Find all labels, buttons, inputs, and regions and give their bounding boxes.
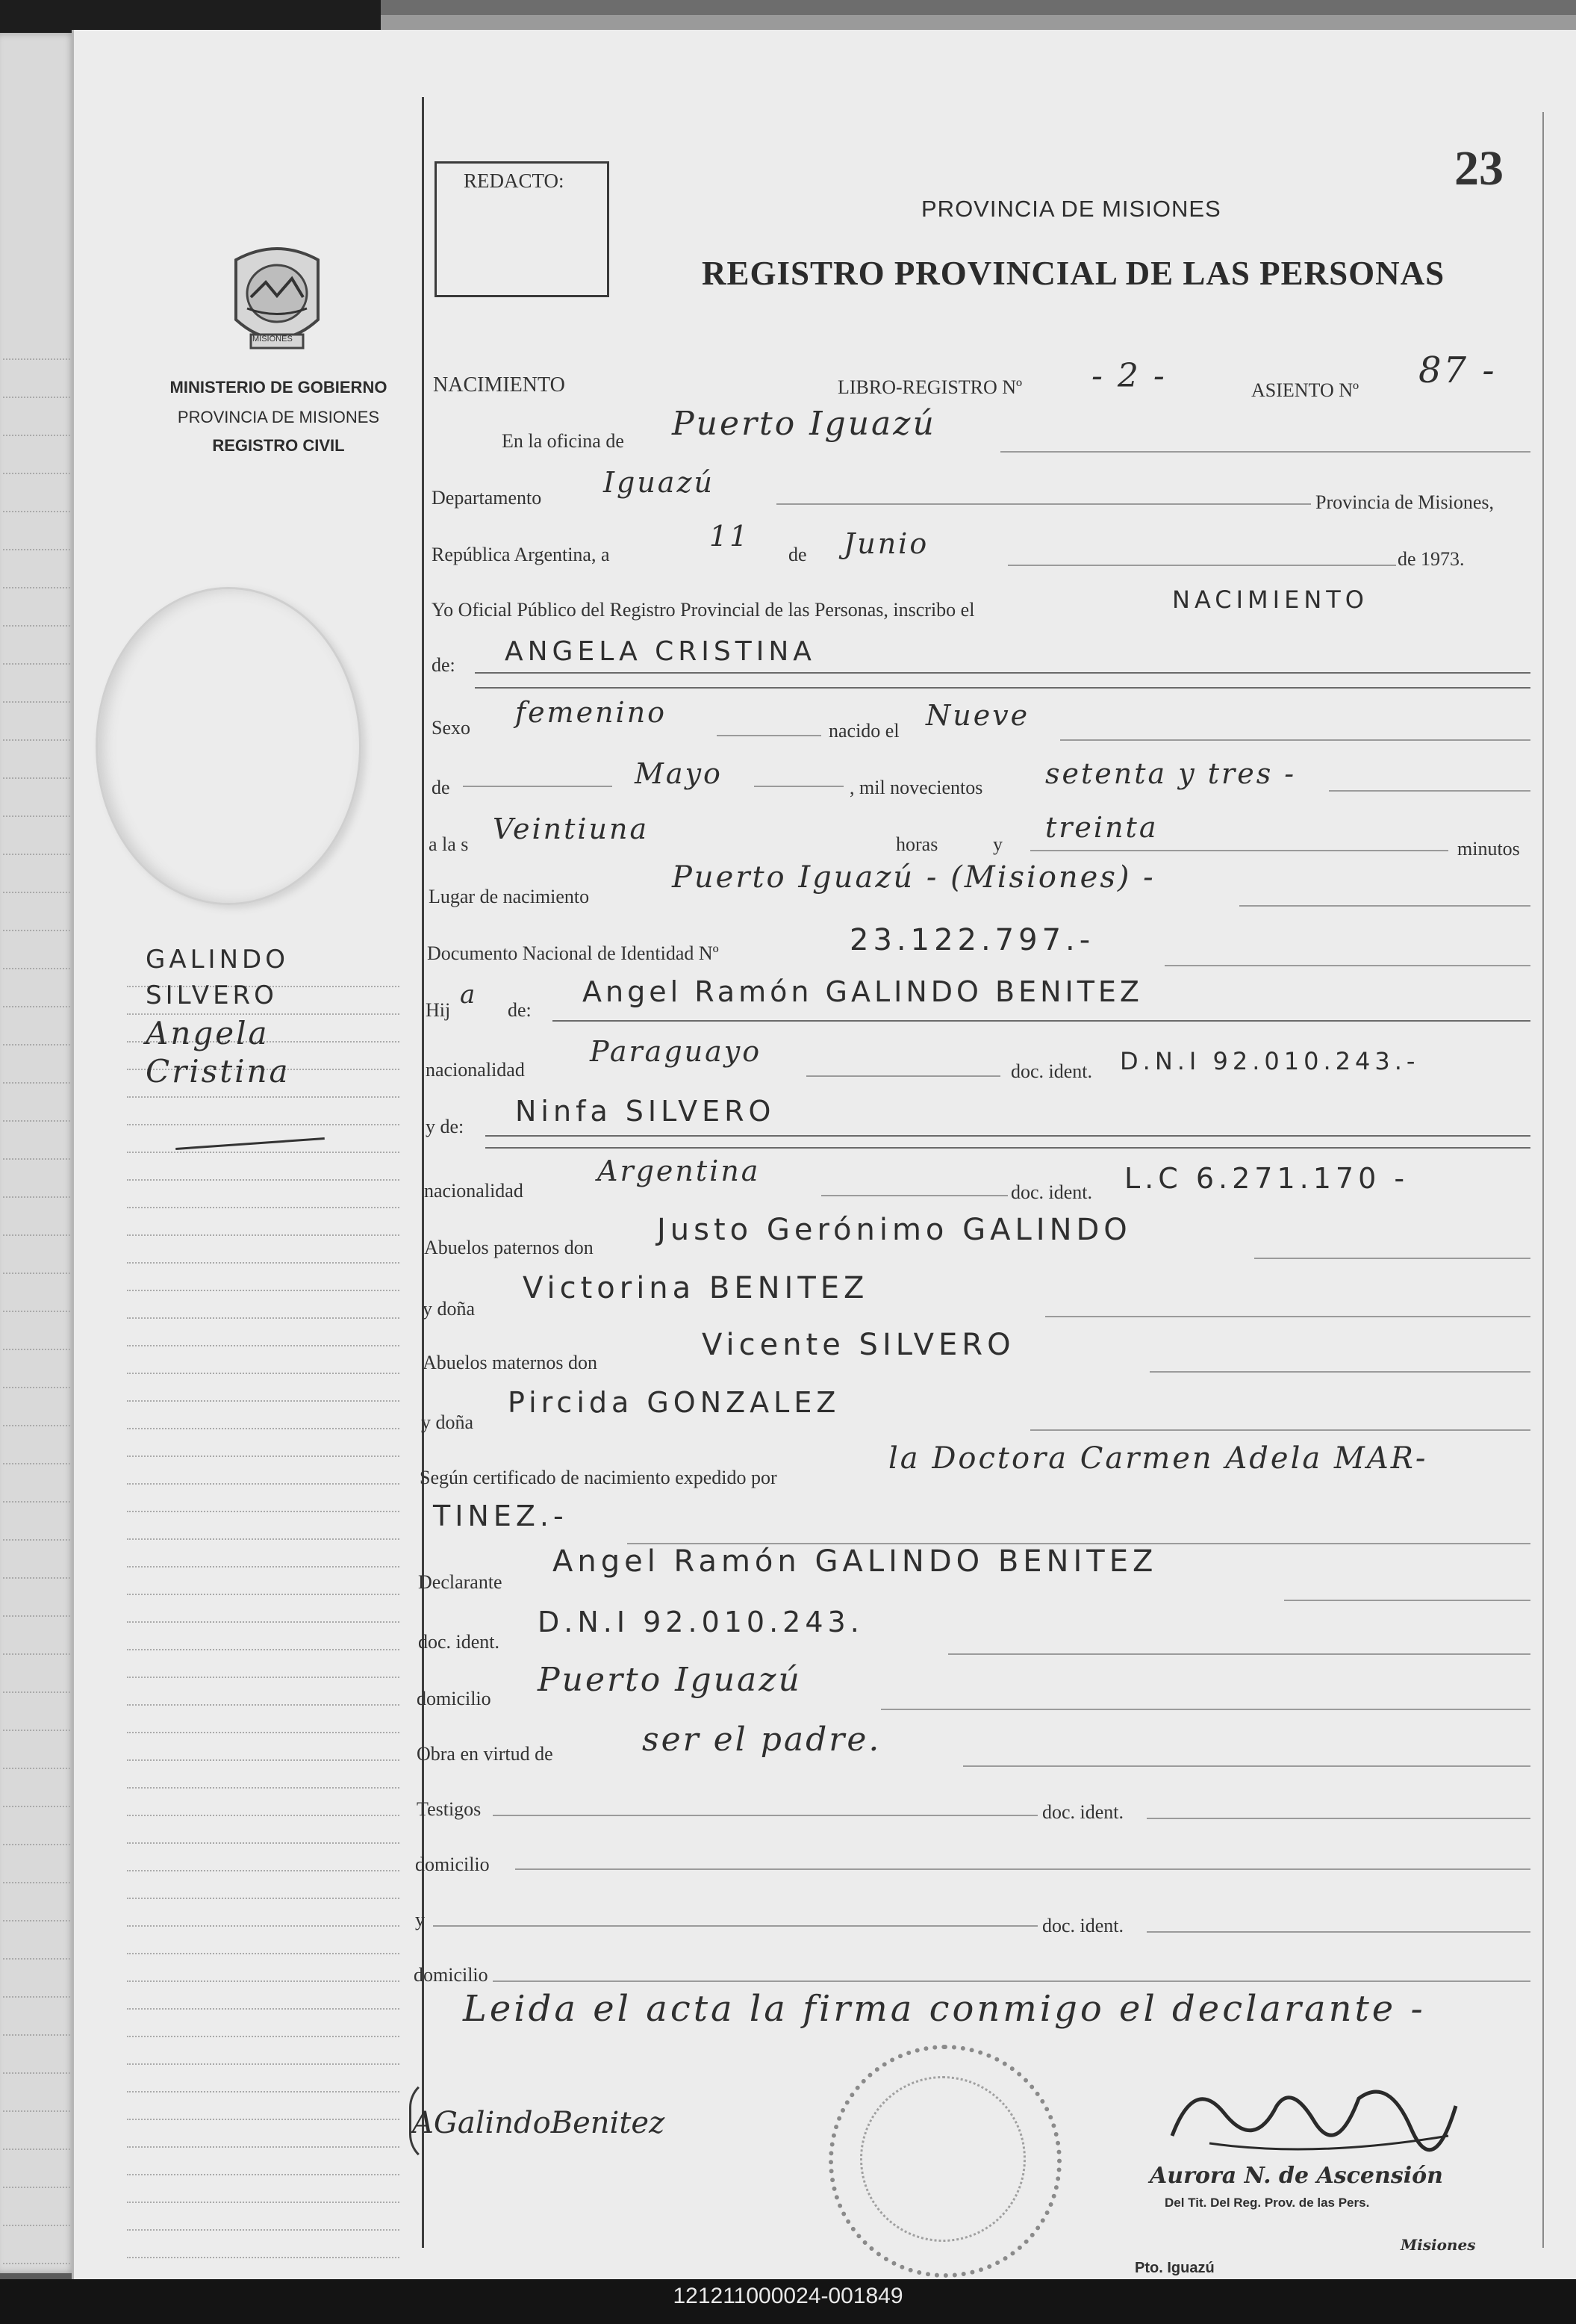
margin-rule xyxy=(127,1787,399,1789)
departamento-label: Departamento xyxy=(432,487,542,509)
left-page-rule xyxy=(3,1577,70,1579)
left-page-rule xyxy=(3,739,70,741)
minutos-label: minutos xyxy=(1457,838,1520,860)
domicilio-decl-line xyxy=(881,1709,1530,1710)
signature-flourish xyxy=(409,2078,712,2164)
abuelo-materno-value: Vicente SILVERO xyxy=(702,1328,1015,1362)
left-page-rule xyxy=(3,1044,70,1046)
provincia-label: Provincia de Misiones, xyxy=(1315,491,1495,513)
nombre-value: ANGELA CRISTINA xyxy=(505,636,816,667)
margin-rule xyxy=(127,1400,399,1402)
fecha-line xyxy=(1008,565,1396,566)
margin-rule xyxy=(127,1234,399,1236)
left-page-rule xyxy=(3,1844,70,1845)
margin-rule xyxy=(127,1566,399,1568)
doc-ident-padre-label: doc. ident. xyxy=(1011,1060,1093,1082)
doc-decl-line xyxy=(948,1653,1530,1655)
anio-nac-line xyxy=(1329,790,1530,792)
abuela-mat-line xyxy=(1030,1429,1530,1431)
margin-rule xyxy=(127,1428,399,1429)
left-page-rule xyxy=(3,854,70,855)
left-page-rule xyxy=(3,2072,70,2074)
anio-nac-value: setenta y tres - xyxy=(1045,757,1297,790)
dni-label: Documento Nacional de Identidad Nº xyxy=(427,942,719,964)
ydona-pat-label: y doña xyxy=(423,1298,476,1320)
margin-rule xyxy=(127,1621,399,1623)
left-page-rule xyxy=(3,1653,70,1655)
left-page-rule xyxy=(3,1387,70,1388)
left-page-rule xyxy=(3,435,70,436)
departamento-value: Iguazú xyxy=(603,466,714,499)
margin-rule xyxy=(127,1345,399,1346)
certificate-page xyxy=(72,30,1576,2279)
margin-rule xyxy=(127,1842,399,1844)
left-page-rule xyxy=(3,1349,70,1350)
margin-rule xyxy=(127,1677,399,1678)
official-title: Del Tit. Del Reg. Prov. de las Pers. xyxy=(1165,2196,1370,2210)
left-page-rule xyxy=(3,1730,70,1731)
left-page-rule xyxy=(3,1615,70,1617)
margin-rule xyxy=(127,1980,399,1982)
place2-label: Misiones xyxy=(1401,2236,1476,2254)
yde-label: y de: xyxy=(426,1116,464,1137)
margin-note xyxy=(146,945,290,1090)
margin-rule xyxy=(127,2202,399,2203)
margin-rule xyxy=(127,1152,399,1153)
margin-rule xyxy=(127,1704,399,1706)
margin-rule xyxy=(127,1373,399,1374)
certificado-value2: TINEZ.- xyxy=(433,1500,568,1532)
left-page-rule xyxy=(3,1311,70,1312)
de-colon-label: de: xyxy=(432,654,455,676)
left-page-rule xyxy=(3,2149,70,2150)
padre-line xyxy=(552,1020,1530,1022)
abuela-paterna-value: Victorina BENITEZ xyxy=(523,1271,869,1305)
margin-rule xyxy=(127,1732,399,1733)
oficina-label: En la oficina de xyxy=(502,430,624,452)
inscribo-value: NACIMIENTO xyxy=(1172,585,1368,614)
left-facing-page xyxy=(0,33,76,2273)
embossed-seal xyxy=(96,587,361,905)
dni-line xyxy=(1165,965,1530,966)
left-page-rule xyxy=(3,1539,70,1541)
abuelo-paterno-value: Justo Gerónimo GALINDO xyxy=(657,1213,1132,1247)
ministry-line3: REGISTRO CIVIL xyxy=(212,436,345,455)
margin-rule xyxy=(127,2036,399,2037)
official-signature xyxy=(1165,2061,1463,2166)
left-page-rule xyxy=(3,2110,70,2112)
doc-ident-decl-label: doc. ident. xyxy=(418,1631,500,1653)
libro-value: - 2 - xyxy=(1091,357,1167,395)
seal-caption: MISIONES xyxy=(252,335,293,344)
margin-rule xyxy=(127,1870,399,1871)
minutos-value: treinta xyxy=(1045,811,1159,844)
left-page-rule xyxy=(3,397,70,398)
margin-rule xyxy=(127,1179,399,1181)
madre-line xyxy=(485,1135,1530,1137)
nacido-line xyxy=(1060,739,1530,741)
sexo-value: femenino xyxy=(515,696,667,729)
ministry-line2: PROVINCIA DE MISIONES xyxy=(177,408,380,426)
left-page-rule xyxy=(3,1082,70,1084)
margin-rule xyxy=(127,2257,399,2258)
margin-rule xyxy=(127,1898,399,1899)
left-page-rule xyxy=(3,2187,70,2188)
certificado-label: Según certificado de nacimiento expedido por xyxy=(420,1467,777,1488)
margin-rule xyxy=(127,1317,399,1319)
declarante-signature: AGalindoBenitez xyxy=(412,2106,665,2140)
margin-rule xyxy=(127,1925,399,1927)
left-page-rule xyxy=(3,1196,70,1198)
nombre-line2 xyxy=(475,687,1530,689)
page-number: 23 xyxy=(1454,141,1504,196)
de3-label: de: xyxy=(508,999,532,1021)
oficina-line xyxy=(1000,451,1530,453)
margin-rule xyxy=(127,1511,399,1512)
padre-value: Angel Ramón GALINDO BENITEZ xyxy=(582,975,1143,1008)
left-page-rule xyxy=(3,511,70,512)
doc-ident-testigo1-label: doc. ident. xyxy=(1042,1801,1124,1823)
left-page-rule xyxy=(3,2225,70,2226)
mil-label: , mil novecientos xyxy=(850,777,983,798)
margin-rule xyxy=(127,1124,399,1125)
abuelo-mat-line xyxy=(1150,1371,1530,1373)
left-page-rule xyxy=(3,1996,70,1998)
left-page-rule xyxy=(3,1920,70,1921)
document-id: 121211000024-001849 xyxy=(673,2284,903,2308)
abuelos-paternos-label: Abuelos paternos don xyxy=(424,1237,594,1258)
de-label: de xyxy=(788,544,807,565)
nac-madre-line xyxy=(821,1195,1008,1196)
republica-label: República Argentina, a xyxy=(432,544,610,565)
left-page-rule xyxy=(3,892,70,893)
margin-rule xyxy=(127,1483,399,1485)
left-page-rule xyxy=(3,2034,70,2036)
mes-nac-value: Mayo xyxy=(635,757,723,790)
registry-header: REGISTRO PROVINCIAL DE LAS PERSONAS xyxy=(702,255,1445,292)
nacido-value: Nueve xyxy=(926,699,1030,732)
asiento-value: 87 - xyxy=(1418,349,1497,391)
y-label: y xyxy=(993,833,1003,855)
domicilio-decl-label: domicilio xyxy=(417,1688,491,1709)
left-page-rule xyxy=(3,930,70,931)
left-page-rule xyxy=(3,1882,70,1883)
left-page-rule xyxy=(3,1463,70,1464)
hij-label: Hij xyxy=(426,999,451,1021)
left-page-rule xyxy=(3,1425,70,1426)
y2-label: y xyxy=(415,1909,425,1930)
left-page-rule xyxy=(3,1273,70,1274)
margin-rule xyxy=(127,2119,399,2120)
margin-rule xyxy=(127,1262,399,1264)
alas-label: a la s xyxy=(429,833,469,855)
nacionalidad-padre-label: nacionalidad xyxy=(426,1059,525,1081)
margin-rule xyxy=(127,1649,399,1650)
testigos-label: Testigos xyxy=(417,1798,482,1820)
margin-rule xyxy=(127,1953,399,1954)
obra-value: ser el padre. xyxy=(642,1721,882,1759)
left-page-rule xyxy=(3,473,70,474)
place-label: Pto. Iguazú xyxy=(1135,2260,1215,2276)
left-page-rule xyxy=(3,358,70,360)
nacimiento-label: NACIMIENTO xyxy=(433,373,565,397)
obra-label: Obra en virtud de xyxy=(417,1743,553,1765)
domicilio-value: Puerto Iguazú xyxy=(538,1661,802,1699)
doc-ident-testigo2-label: doc. ident. xyxy=(1042,1915,1124,1936)
left-page-rule xyxy=(3,2263,70,2264)
left-page-rule xyxy=(3,815,70,817)
left-page-rule xyxy=(3,1501,70,1503)
domicilio-testigo2-label: domicilio xyxy=(414,1964,488,1986)
abuelos-maternos-label: Abuelos maternos don xyxy=(423,1352,597,1373)
margin-note-line4: Cristina xyxy=(146,1053,290,1090)
margin-rule xyxy=(127,1538,399,1540)
redacto-label: REDACTO: xyxy=(464,170,564,192)
domicilio-testigo1-label: domicilio xyxy=(415,1854,490,1875)
madre-value: Ninfa SILVERO xyxy=(515,1095,776,1128)
mes-nac-line-a xyxy=(463,786,612,787)
libro-label: LIBRO-REGISTRO Nº xyxy=(838,376,1023,398)
abuela-pat-line xyxy=(1045,1316,1530,1317)
left-page-rule xyxy=(3,1958,70,1960)
hij-suffix: a xyxy=(460,980,478,1010)
dni-value: 23.122.797.- xyxy=(850,923,1095,957)
signature-scribble-icon xyxy=(1165,2061,1463,2166)
margin-rule xyxy=(127,1815,399,1816)
leida-value: Leida el acta la firma conmigo el declarante - xyxy=(463,1988,1426,2030)
doc-padre-value: D.N.I 92.010.243.- xyxy=(1120,1047,1420,1075)
doc-madre-value: L.C 6.271.170 - xyxy=(1124,1162,1410,1195)
left-page-rule xyxy=(3,968,70,969)
left-page-rule xyxy=(3,1768,70,1769)
left-page-rule xyxy=(3,1120,70,1122)
certificado-value: la Doctora Carmen Adela MAR- xyxy=(888,1441,1428,1476)
margin-rule xyxy=(127,2008,399,2010)
nac-padre-line xyxy=(806,1075,1000,1077)
margin-rule xyxy=(127,1594,399,1595)
mes-value: Junio xyxy=(844,527,929,560)
margin-rule xyxy=(127,1207,399,1208)
provincial-coat-of-arms xyxy=(221,237,333,363)
margin-rule xyxy=(127,2174,399,2175)
left-page-rule xyxy=(3,701,70,703)
left-page-rule xyxy=(3,587,70,588)
official-name: Aurora N. de Ascensión xyxy=(1150,2163,1443,2189)
testigo1-doc-line xyxy=(1147,1818,1530,1819)
abuelo-pat-line xyxy=(1254,1258,1530,1259)
departamento-line xyxy=(776,503,1311,505)
hora-value: Veintiuna xyxy=(493,813,650,845)
nacionalidad-madre-label: nacionalidad xyxy=(424,1180,523,1202)
margin-rule xyxy=(127,2146,399,2148)
left-page-rule xyxy=(3,549,70,550)
ministry-line1: MINISTERIO DE GOBIERNO xyxy=(169,378,387,397)
domicilio-testigo1-line xyxy=(515,1868,1530,1870)
left-page-rule xyxy=(3,663,70,665)
left-page-rule xyxy=(3,625,70,627)
de2-label: de xyxy=(432,777,450,798)
redacto-box xyxy=(435,161,609,297)
testigos-line xyxy=(493,1815,1038,1816)
margin-rule xyxy=(127,1096,399,1098)
abuela-materna-value: Pircida GONZALEZ xyxy=(508,1386,841,1419)
dia-value: 11 xyxy=(709,520,750,553)
horas-label: horas xyxy=(896,833,938,855)
nacido-label: nacido el xyxy=(829,720,900,742)
testigo2-doc-line xyxy=(1147,1931,1530,1933)
domicilio-testigo2-line xyxy=(493,1980,1530,1982)
asiento-label: ASIENTO Nº xyxy=(1251,379,1359,401)
margin-rule xyxy=(127,2229,399,2231)
lugar-label: Lugar de nacimiento xyxy=(429,886,590,907)
round-stamp xyxy=(829,2045,1062,2278)
minutos-line xyxy=(1030,850,1448,851)
doc-ident-madre-label: doc. ident. xyxy=(1011,1181,1093,1203)
margin-rule xyxy=(127,2091,399,2092)
margin-rule xyxy=(127,1455,399,1457)
mes-nac-line-b xyxy=(754,786,844,787)
nac-madre-value: Argentina xyxy=(597,1155,761,1187)
declarante-label: Declarante xyxy=(418,1571,502,1593)
inscribo-label: Yo Oficial Público del Registro Provincial de las Personas, inscribo el xyxy=(432,599,975,621)
left-page-rule xyxy=(3,1806,70,1807)
left-page-rule xyxy=(3,777,70,779)
declarante-line xyxy=(1284,1600,1530,1601)
margin-rule xyxy=(127,2063,399,2065)
sexo-label: Sexo xyxy=(432,717,470,739)
margin-note-line1: GALINDO xyxy=(146,945,289,975)
nac-padre-value: Paraguayo xyxy=(590,1035,762,1068)
margin-note-line3: Angela xyxy=(146,1015,270,1051)
form-right-border xyxy=(1542,112,1544,2248)
province-header: PROVINCIA DE MISIONES xyxy=(921,196,1221,222)
madre-line2 xyxy=(485,1147,1530,1149)
nombre-line xyxy=(475,672,1530,674)
doc-decl-value: D.N.I 92.010.243. xyxy=(538,1606,864,1638)
anio-label: de 1973. xyxy=(1398,548,1465,570)
lugar-value: Puerto Iguazú - (Misiones) - xyxy=(672,860,1156,895)
declarante-value: Angel Ramón GALINDO BENITEZ xyxy=(552,1544,1158,1579)
oficina-value: Puerto Iguazú xyxy=(672,405,936,443)
margin-rule xyxy=(127,1290,399,1291)
margin-note-line2: SILVERO xyxy=(146,981,278,1010)
margin-rule xyxy=(127,1759,399,1761)
lugar-line xyxy=(1239,905,1530,907)
left-page-rule xyxy=(3,1158,70,1160)
ydona-mat-label: y doña xyxy=(421,1411,474,1433)
left-page-rule xyxy=(3,1691,70,1693)
sexo-line xyxy=(717,735,821,736)
obra-line xyxy=(963,1765,1530,1767)
left-page-rule xyxy=(3,1006,70,1007)
coat-of-arms-icon xyxy=(221,237,333,363)
left-page-rule xyxy=(3,1234,70,1236)
testigo2-line xyxy=(433,1925,1038,1927)
